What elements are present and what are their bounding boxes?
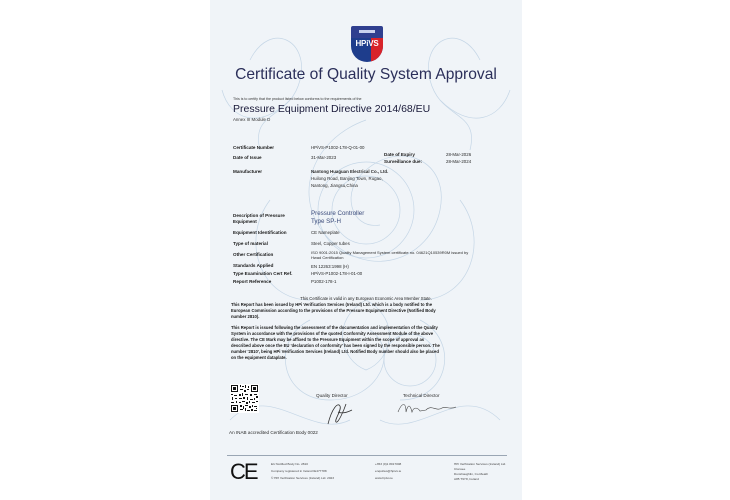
technical-director-title: Technical Director — [403, 393, 440, 398]
surveillance-value: 28-Mar-2024 — [446, 159, 472, 164]
cert-number-value: HPiVS-P1002-178-Q-01-00 — [311, 145, 365, 150]
footer-col3-line-1: HPi Verification Services (Ireland) Ltd. — [454, 462, 507, 466]
report-ref-value: P1002-178-1 — [311, 279, 337, 284]
standards-value: EN 12263:1998 (H) — [311, 264, 349, 269]
description-type: Type SP-H — [311, 218, 341, 225]
footer-email[interactable]: enquiries@hpivs.ie — [375, 469, 402, 473]
type-exam-value: HPiVS-P1002-178-I-01-00 — [311, 271, 363, 276]
description-label: Description of Pressure — [233, 213, 285, 218]
report-ref-label: Report Reference — [233, 279, 272, 284]
para1-line-2: European Commission according to the provisions of the Pressure Equipment Directive (Notified Body — [231, 308, 436, 313]
manufacturer-address-1: Huilong Road, Banjing Town, Rugao, — [311, 176, 383, 181]
identification-label: Equipment Identification — [233, 230, 287, 235]
para2-line-2: System in accordance with the provisions of the quoted Conformity Assessment Module of the above — [231, 331, 434, 336]
other-cert-label: Other Certification — [233, 252, 274, 257]
footer-col1-line-1: EU Notified Body No. 2810 — [271, 462, 308, 466]
footer-col1-line-2: Company registered in Ireland IE477788 — [271, 469, 327, 473]
ce-mark: CE — [230, 459, 257, 484]
description-value: Pressure Controller — [311, 210, 365, 217]
para2-line-5: number '2810', being HPi Verification Services (Ireland) Ltd. Notified Body number should also be placed — [231, 349, 439, 354]
directive-title: Pressure Equipment Directive 2014/68/EU — [233, 103, 431, 115]
other-cert-value: ISO 9001:2015 Quality Management System certificate no. 04621Q10539R0M issued by — [311, 250, 469, 255]
quality-director-signature — [322, 398, 356, 428]
date-expiry-value: 28-Mar-2026 — [446, 152, 472, 157]
para2-line-6: on the equipment dataplate. — [231, 355, 287, 360]
quality-director-title: Quality Director — [316, 393, 348, 398]
validity-statement: This Certificate is valid in any European Economic Area Member State. — [300, 296, 432, 301]
manufacturer-name: Nantong Huaguan Electrical Co., Ltd. — [311, 169, 389, 174]
footer-col3-line-3: Dunshaughlin, Co.Meath — [454, 472, 489, 476]
footer-col1-line-3: © HPi Verification Services (Ireland) Ltd. 2023 — [271, 476, 334, 480]
date-issue-label: Date of Issue — [233, 155, 262, 160]
cert-number-label: Certificate Number — [233, 145, 275, 150]
qr-code — [230, 384, 259, 413]
hpivs-logo: HPiVS — [351, 26, 383, 62]
footer-col3-line-2: Clonsee — [454, 467, 466, 471]
technical-director-signature — [396, 398, 462, 418]
identification-value: CE Nameplate — [311, 230, 340, 235]
footer-phone[interactable]: +353 (0)1 8017008 — [375, 462, 402, 466]
manufacturer-address-2: Nantong, Jiangsu,China — [311, 183, 358, 188]
surveillance-label: Surveillance due: — [384, 159, 423, 164]
intro-text: This is to certify that the product listed below conforms to the requirements of the — [233, 97, 362, 101]
annex-text: Annex III Module D — [233, 117, 271, 122]
footer-divider — [227, 455, 507, 456]
certificate-title: Certificate of Quality System Approval — [235, 66, 497, 83]
type-exam-label: Type Examination Cert Ref. — [233, 271, 293, 276]
para2-line-4: described above once the EU 'declaration of conformity' has been signed by the responsible person. The — [231, 343, 440, 348]
certificate — [210, 0, 522, 500]
description-label-2: Equipment — [233, 219, 257, 224]
other-cert-value-2: Hwad Certification — [311, 255, 344, 260]
date-expiry-label: Date of Expiry — [384, 152, 415, 157]
para2-line-3: directive. The CE Mark may be affixed to the Pressure Equipment within the scope of approval as — [231, 337, 425, 342]
para1-line-3: number 2810). — [231, 314, 260, 319]
date-issue-value: 31-Mar-2023 — [311, 155, 337, 160]
footer-col3-line-4: A85 T9Y8, Ireland — [454, 477, 479, 481]
standards-label: Standards Applied — [233, 263, 274, 268]
material-label: Type of material — [233, 241, 268, 246]
manufacturer-label: Manufacturer — [233, 169, 263, 174]
footer-website[interactable]: www.hpivs.ie — [375, 476, 393, 480]
para2-line-1: This Report is issued following the assessment of the documentation and implementation of the Quality — [231, 325, 438, 330]
material-value: Steel, Copper tubes — [311, 241, 350, 246]
inab-statement: An INAB accredited Certification Body 0022 — [229, 430, 318, 435]
para1-line-1: This Report has been issued by HPi Verification Services (Ireland) Ltd. which is a body notified to the — [231, 302, 433, 307]
